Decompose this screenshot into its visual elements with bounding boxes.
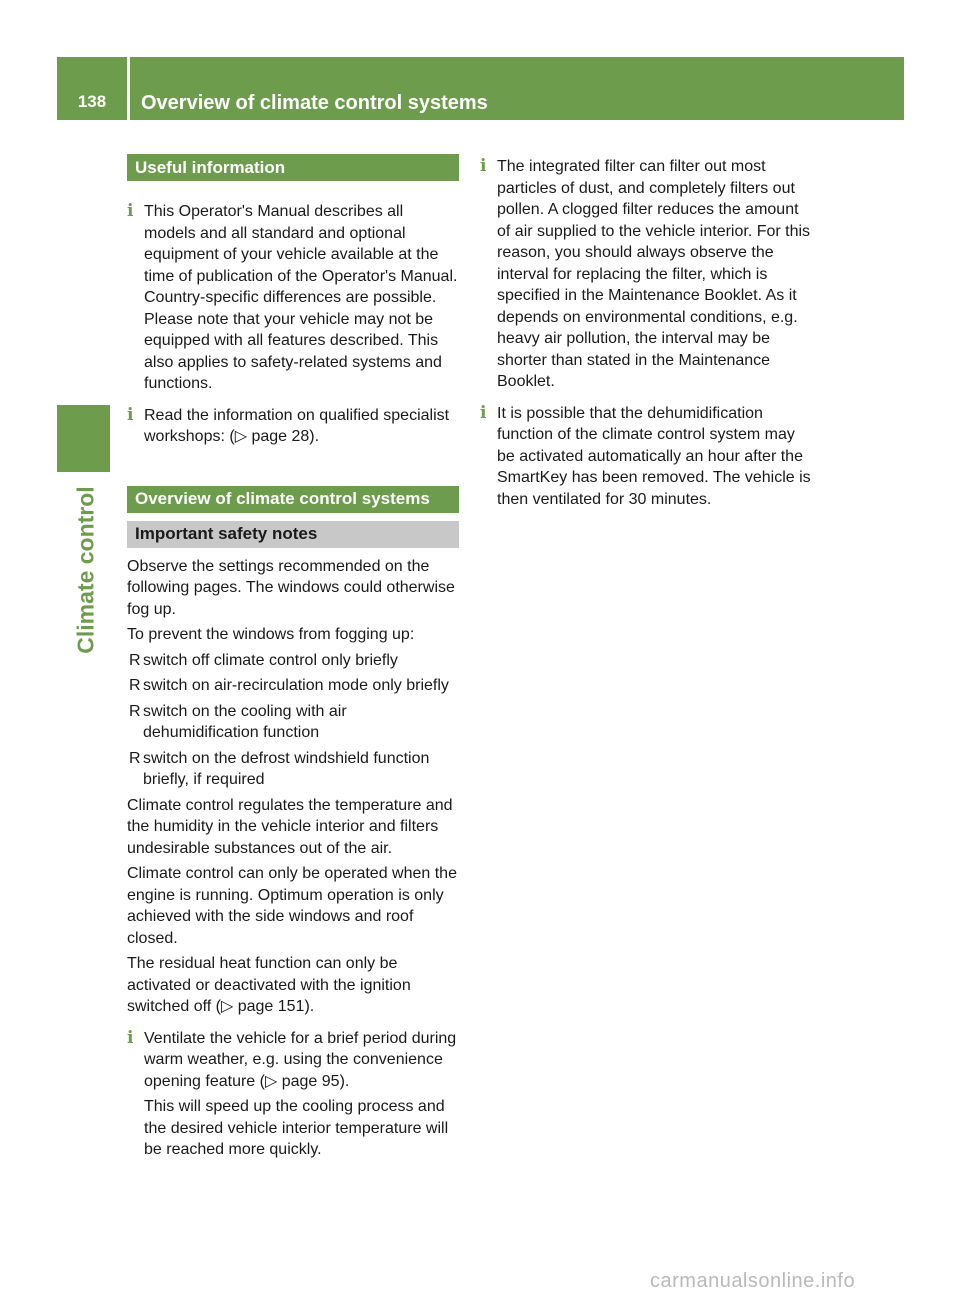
info-icon: i [127,1027,134,1048]
watermark: carmanualsonline.info [650,1270,856,1292]
info-text: Read the information on qualified specialist workshops: (▷ page 28). [144,406,450,445]
info-note-workshops [127,405,459,448]
bullet-mark: R [129,651,141,669]
info-note-filter [480,156,812,393]
info-note-dehumidification [480,403,812,511]
list-item [127,701,459,744]
info-icon: i [127,201,134,221]
list-item-text: switch on air-recirculation mode only briefly [143,677,449,694]
info-text: The integrated filter can filter out most particles of dust, and completely filters out pollen. A clogged filter reduces the amount of air supplied to the vehicle interior. For this reason, you should always observe the interval for replacing the filter, which is specified in the Maintenance Booklet. As it depends on environmental conditions, e.g. heavy air pollution, the interval may be shorter than stated in the Maintenance Booklet. [497,158,811,390]
chapter-tab [57,405,110,472]
paragraph: Observe the settings recommended on the following pages. The windows could otherwise fog up. [127,557,455,618]
paragraph: Climate control can only be operated when the engine is running. Optimum operation is only achieved with the side windows and roof closed. [127,865,457,947]
info-note-ventilate [127,1028,459,1161]
list-item [127,675,459,697]
info-text: Ventilate the vehicle for a brief period during warm weather, e.g. using the convenience opening feature (▷ page 95). [144,1029,457,1090]
list-item-text: switch on the defrost windshield function briefly, if required [143,749,430,788]
bullet-mark: R [129,702,141,720]
info-icon: i [127,404,134,425]
info-note-operators-manual [127,201,459,395]
info-text: This will speed up the cooling process and the desired vehicle interior temperature will be reached more quickly. [144,1098,449,1158]
info-icon: i [480,402,487,423]
useful-information-heading: Useful information [127,154,459,181]
list-item-text: switch off climate control only briefly [143,651,398,669]
chapter-label-text: Climate control [72,486,99,654]
paragraph: Climate control regulates the temperature and the humidity in the vehicle interior and filters undesirable substances out of the air. [127,796,453,857]
chapter-label [62,480,110,660]
header-divider [127,57,130,120]
overview-heading: Overview of climate control systems [127,486,459,513]
left-column [127,154,459,1161]
info-icon: i [480,156,487,176]
list-item [127,650,459,672]
bullet-mark: R [129,749,141,767]
right-column [480,156,812,510]
info-text: It is possible that the dehumidification function of the climate control system may be activated automatically an hour after the SmartKey has been removed. The vehicle is then ventilated for 30 minutes. [497,404,811,508]
page-title: Overview of climate control systems [141,92,488,114]
info-text: This Operator's Manual describes all models and all standard and optional equipment of your vehicle available at the time of publication of the Operator's Manual. Country-specific differences are possible. Please note that your vehicle may not be equipped with all features described. This also applies to safety-related systems and functions. [144,203,458,392]
bullet-mark: R [129,677,141,694]
bullet-list [127,650,459,791]
list-item-text: switch on the cooling with air dehumidification function [143,702,347,741]
paragraph: The residual heat function can only be activated or deactivated with the ignition switched off (▷ page 151). [127,955,411,1015]
list-item [127,748,459,791]
paragraph: To prevent the windows from fogging up: [127,626,415,643]
page-header [57,57,904,120]
safety-notes-heading: Important safety notes [127,521,459,548]
page-number: 138 [77,92,107,111]
